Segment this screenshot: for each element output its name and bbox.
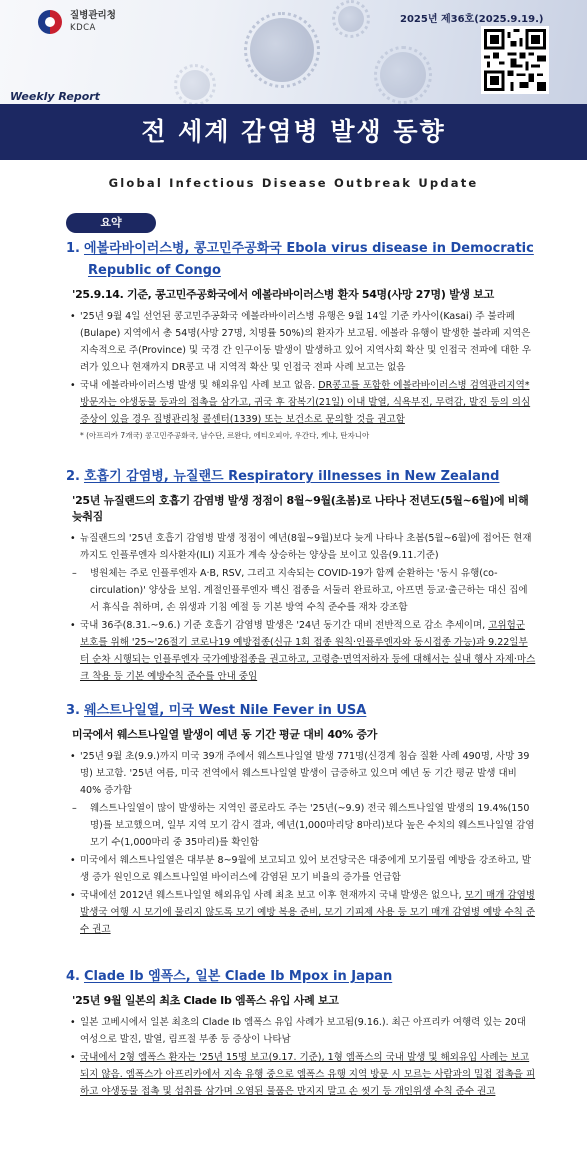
title-band: [0, 104, 587, 160]
issue-number: 2025년 제36호(2025.9.19.): [400, 14, 544, 25]
list-item: • 뉴질랜드의 '25년 호흡기 감염병 발생 정점이 예년(8월~9월)보다 늦게 나타나 초봄(5월~6월)에 접어든 현재까지도 인플루엔자 의사환자(ILI) 지표가 계속 상승하는 양상을 보이고 있음(9.11.기준): [66, 530, 536, 564]
virus-illustration: [250, 18, 314, 82]
section-title[interactable]: 2. 호흡기 감염병, 뉴질랜드 Respiratory illnesses in New Zealand: [66, 469, 500, 484]
page-title: 전 세계 감염병 발생 동향: [141, 117, 446, 146]
section-headline: 미국에서 웨스트나일열 발생이 예년 동 기간 평균 대비 40% 증가: [72, 728, 378, 741]
section-title[interactable]: 4. Clade Ib 엠폭스, 일본 Clade Ib Mpox in Japan: [66, 969, 393, 984]
section-title[interactable]: 3. 웨스트나일열, 미국 West Nile Fever in USA: [66, 703, 367, 718]
kdca-emblem-icon: [38, 10, 62, 34]
page-subtitle: Global Infectious Disease Outbreak Update: [108, 176, 479, 190]
kdca-logo: [38, 10, 116, 34]
virus-illustration: [380, 52, 426, 98]
series-label: Weekly Report: [10, 90, 100, 103]
list-item: • 일본 고베시에서 일본 최초의 Clade Ib 엠폭스 유입 사례가 보고됨(9.16.). 최근 아프리카 여행력 있는 20대 여성으로 발진, 발열, 림프절 부종 등 증상이 나타남: [66, 1014, 536, 1048]
section-headline: '25년 9월 일본의 최초 Clade Ib 엠폭스 유입 사례 보고: [72, 994, 339, 1007]
list-item: – 병원체는 주로 인플루엔자 A·B, RSV, 그리고 지속되는 COVID-19가 함께 순환하는 '동시 유행(co-circulation)' 양상을 보임. 계절인플루엔자 백신 접종을 서둘러 완료하고, 아프면 등교·출근하는 대신 집에서 휴식을 취하며, 손 위생과 기침 예절 등 기본 방역 수칙 준수를 재차 강조함: [66, 565, 536, 616]
org-name-ko: 질병관리청: [70, 10, 116, 21]
list-item: • 국내에선 2012년 웨스트나일열 해외유입 사례 최초 보고 이후 현재까지 국내 발생은 없으나, 모기 매개 감염병 발생국 여행 시 모기에 물리지 않도록 모기 예방 복용 준비, 모기 기피제 사용 등 모기 매개 감염병 예방 수칙 준수 권고: [66, 887, 536, 938]
section-title[interactable]: 1. 에볼라바이러스병, 콩고민주공화국 Ebola virus disease in Democratic Republic of Congo: [66, 241, 534, 278]
footnote: * (아프리카 7개국) 콩고민주공화국, 남수단, 르완다, 에티오피아, 우간다, 케냐, 탄자니아: [80, 431, 370, 440]
list-item: • 국내에서 2형 엠폭스 환자는 '25년 15명 보고(9.17. 기준), 1형 엠폭스의 국내 발생 및 해외유입 사례는 보고되지 않음. 엠폭스가 아프리카에서 지속 유행 중으로 엠폭스 유행 지역 방문 시 모르는 사람과의 밀접 접촉을 피하고 야생동물 접촉 및 섭취를 삼가며 오염된 물품은 만지지 말고 손 씻기 등 개인위생 수칙 준수 권고: [66, 1049, 536, 1100]
section-mpox: [66, 966, 536, 1101]
org-name-en: KDCA: [70, 23, 96, 33]
list-item: • 국내 36주(8.31.~9.6.) 기준 호흡기 감염병 발생은 '24년 동기간 대비 전반적으로 감소 추세이며, 고위험군 보호를 위해 '25~'26절기 코로나19 예방접종(신규 1회 접종 원칙·인플루엔자와 동시접종 가능)과 9.22일부터 순차 시행되는 인플루엔자 국가예방접종을 권고하고, 고령층·면역저하자 등에 대해서는 실내 행사 자제·마스크 착용 등 기본 예방수칙 준수를 안내 중임: [66, 617, 536, 685]
summary-badge: 요약: [66, 213, 156, 233]
qr-code-icon[interactable]: [481, 26, 549, 94]
section-headline: '25년 뉴질랜드의 호흡기 감염병 발생 정점이 8월~9월(초봄)로 나타나 전년도(5월~6월)에 비해 늦춰짐: [72, 494, 529, 523]
section-ebola: [66, 238, 536, 443]
list-item: – 웨스트나일열이 많이 발생하는 지역인 콜로라도 주는 '25년(~9.9) 전국 웨스트나일열 발생의 19.4%(150명)를 보고했으며, 일부 지역 모기 감시 결과, 예년(1,000마리당 8마리)보다 높은 수치의 웨스트나일열 감염 모기 수(1,000마리 중 35마리)를 확인함: [66, 800, 536, 851]
list-item: • 미국에서 웨스트나일열은 대부분 8~9월에 보고되고 있어 보건당국은 대중에게 모기물림 예방을 강조하고, 발생 증가 원인으로 웨스트나일열 바이러스에 감염된 모기 비율의 증가를 언급함: [66, 852, 536, 886]
list-item: • 국내 에볼라바이러스병 발생 및 해외유입 사례 보고 없음. DR콩고를 포함한 에볼라바이러스병 검역관리지역* 방문자는 야생동물 등과의 접촉을 삼가고, 귀국 후 잠복기(21일) 이내 발열, 식욕부진, 무력감, 발진 등의 의심 증상이 있을 경우 질병관리청 콜센터(1339) 또는 보건소로 문의할 것을 권고함: [66, 377, 536, 428]
list-item: • '25년 9월 4일 선언된 콩고민주공화국 에볼라바이러스병 유행은 9월 14일 기준 카사이(Kasai) 주 불라페(Bulape) 지역에서 총 54명(사망 27명, 치명률 50%)의 환자가 보고됨. 에볼라 유행이 발생한 불라페 지역은 지속적으로 주(Province) 및 국경 간 인구이동 발생이 발생하고 있어 지역사회 확산 및 인접국 전파에 대한 우려가 있으나 현재까지 DR콩고 내 지역적 확산 및 인접국 전파 사례 보고는 없음: [66, 308, 536, 376]
list-item: • '25년 9월 초(9.9.)까지 미국 39개 주에서 웨스트나일열 발생 771명(신경계 침습 질환 사례 490명, 사망 39명) 보고함. '25년 여름, 미국 전역에서 웨스트나일열 발생이 급증하고 있으며 예년 동 기간 평균 발생 대비 40% 증가함: [66, 748, 536, 799]
section-west-nile: [66, 700, 536, 939]
header-banner: [0, 0, 587, 104]
section-respiratory: [66, 466, 536, 686]
section-headline: '25.9.14. 기준, 콩고민주공화국에서 에볼라바이러스병 환자 54명(사망 27명) 발생 보고: [72, 288, 494, 301]
virus-illustration: [180, 70, 210, 100]
virus-illustration: [338, 6, 364, 32]
